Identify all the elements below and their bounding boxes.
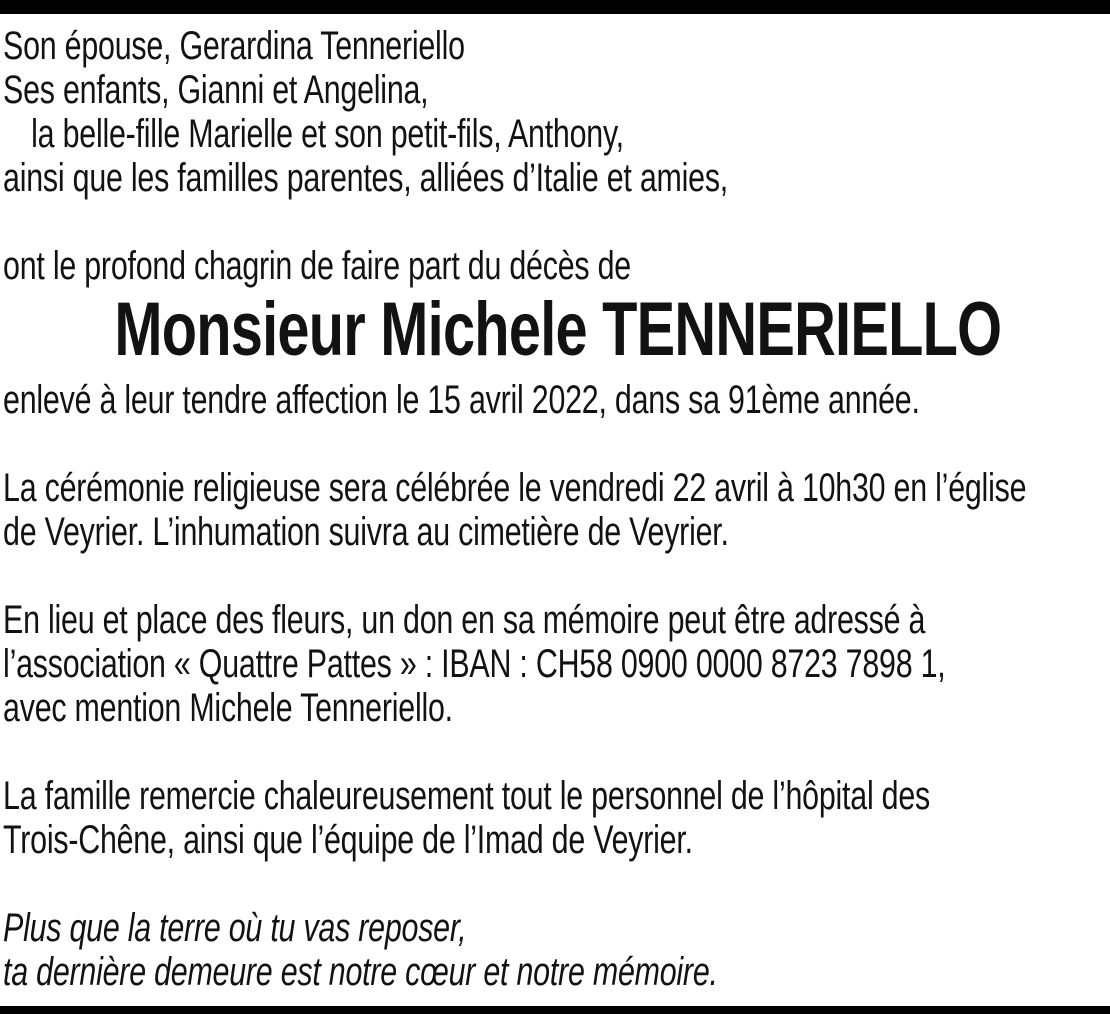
ceremony-line-2: de Veyrier. L’inhumation suivra au cimetière de Veyrier. xyxy=(3,510,729,554)
family-line-children: Ses enfants, Gianni et Angelina, xyxy=(3,68,429,112)
death-line: enlevé à leur tendre affection le 15 avril 2022, dans sa 91ème année. xyxy=(3,378,920,422)
epitaph-line-1: Plus que la terre où tu vas reposer, xyxy=(3,906,467,950)
bottom-rule xyxy=(0,1006,1110,1014)
notice-body xyxy=(0,14,1110,994)
deceased-name: Monsieur Michele TENNERIELLO xyxy=(114,287,1002,372)
top-rule xyxy=(0,0,1110,14)
donation-line-2: l’association « Quattre Pattes » : IBAN : CH58 0900 0000 8723 7898 1, xyxy=(3,642,946,686)
ceremony-line-1: La cérémonie religieuse sera célébrée le vendredi 22 avril à 10h30 en l’église xyxy=(3,466,1027,510)
epitaph-line-2: ta dernière demeure est notre cœur et notre mémoire. xyxy=(3,950,718,994)
donation-paragraph xyxy=(3,598,1110,730)
family-line-relatives: ainsi que les familles parentes, alliées d’Italie et amies, xyxy=(3,156,729,200)
thanks-line-1: La famille remercie chaleureusement tout le personnel de l’hôpital des xyxy=(3,774,931,818)
intro-line: ont le profond chagrin de faire part du décès de xyxy=(3,244,631,288)
thanks-line-2: Trois-Chêne, ainsi que l’équipe de l’Imad de Veyrier. xyxy=(3,818,693,862)
family-line-spouse: Son épouse, Gerardina Tenneriello xyxy=(3,24,465,68)
donation-line-3: avec mention Michele Tenneriello. xyxy=(3,686,453,730)
epitaph-paragraph xyxy=(3,906,1110,994)
ceremony-paragraph xyxy=(3,466,1110,554)
donation-line-1: En lieu et place des fleurs, un don en sa mémoire peut être adressé à xyxy=(3,598,926,642)
thanks-paragraph xyxy=(3,774,1110,862)
family-line-in-laws: la belle-fille Marielle et son petit-fils, Anthony, xyxy=(31,112,624,156)
family-paragraph xyxy=(3,24,1110,200)
